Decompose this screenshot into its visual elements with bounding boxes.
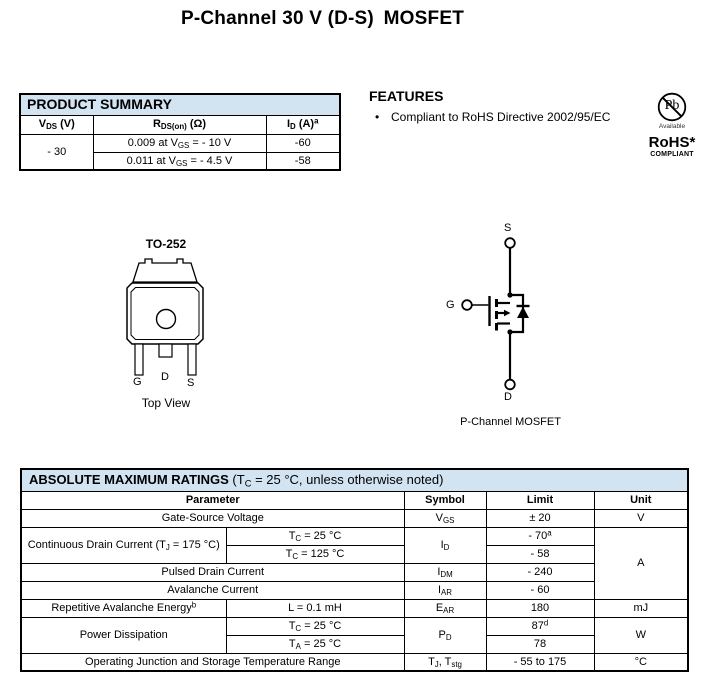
page-title: P-Channel 30 V (D-S) MOSFET: [180, 8, 465, 29]
pin-label-g: G: [133, 376, 142, 388]
terminal-drain: [505, 380, 515, 390]
cell-limit: - 60: [486, 581, 594, 599]
mosfet-symbol: [440, 237, 585, 392]
cell-condition: $T_C = 25$ °C: [226, 527, 404, 545]
cell-unit: A: [594, 527, 688, 599]
table-row: [21, 563, 688, 581]
cell-symbol: $I_D$: [404, 527, 486, 563]
pin-label-s: S: [187, 377, 195, 389]
cell-limit: ± 20: [486, 509, 594, 527]
col-header-parameter: Parameter: [21, 491, 404, 509]
cell-limit: 78: [486, 635, 594, 653]
cell-parameter: Repetitive Avalanche Energy$^b$: [21, 599, 226, 617]
features-heading: FEATURES: [369, 88, 444, 104]
abs-max-title: [21, 469, 688, 491]
table-row: [21, 617, 688, 635]
rohs-label: RoHS*: [648, 134, 696, 151]
cell-parameter: Power Dissipation: [21, 617, 226, 653]
terminal-source: [505, 238, 515, 248]
cell-unit: °C: [594, 653, 688, 671]
terminal-gate: [462, 300, 472, 310]
col-header-vds: $V_{DS}$ (V): [20, 115, 93, 134]
cell-symbol: $P_D$: [404, 617, 486, 653]
abs-max-header-row: [21, 491, 688, 509]
table-row: [21, 527, 688, 545]
cell-id-value: -60: [266, 134, 340, 152]
col-header-unit: Unit: [594, 491, 688, 509]
absolute-maximum-ratings-table: [20, 468, 689, 672]
cell-symbol: $T_J$, $T_{stg}$: [404, 653, 486, 671]
available-label: Available: [658, 123, 686, 130]
table-row: [21, 599, 688, 617]
cell-condition: $T_C = 125$ °C: [226, 545, 404, 563]
cell-limit: - 70$^a$: [486, 527, 594, 545]
product-summary-header-row: [20, 115, 340, 134]
cell-limit: - 240: [486, 563, 594, 581]
pb-free-icon: [657, 92, 687, 122]
cell-unit: mJ: [594, 599, 688, 617]
cell-rdson-value: 0.009 at $V_{GS}$ = - 10 V: [93, 134, 266, 152]
body-arrow: [504, 310, 511, 316]
product-summary-title: PRODUCT SUMMARY: [20, 94, 340, 115]
features-section: [369, 88, 610, 124]
abs-max-title-condition: ($T_C = 25$ °C, unless otherwise noted): [228, 472, 444, 489]
cell-unit: V: [594, 509, 688, 527]
cell-symbol: $I_{AR}$: [404, 581, 486, 599]
diode-triangle: [517, 307, 529, 318]
table-row: [20, 134, 340, 152]
lead-source: [188, 344, 196, 375]
package-drawing: [118, 254, 218, 379]
abs-max-titlebar: [21, 469, 688, 491]
cell-parameter: Gate-Source Voltage: [21, 509, 404, 527]
product-summary-titlebar: [20, 94, 340, 115]
cell-symbol: $E_{AR}$: [404, 599, 486, 617]
pb-label: Pb: [664, 98, 680, 113]
feature-text: Compliant to RoHS Directive 2002/95/EC: [391, 110, 611, 124]
cell-parameter: Operating Junction and Storage Temperature Range: [21, 653, 404, 671]
package-caption: Top View: [141, 396, 191, 410]
cell-unit: W: [594, 617, 688, 653]
package-tab: [133, 259, 197, 282]
table-row: [21, 509, 688, 527]
cell-limit: - 58: [486, 545, 594, 563]
cell-parameter: Continuous Drain Current ($T_J = 175$ °C): [21, 527, 226, 563]
schematic-caption: P-Channel MOSFET: [460, 416, 561, 428]
cell-limit: 87$^d$: [486, 617, 594, 635]
cell-condition: L = 0.1 mH: [226, 599, 404, 617]
col-header-id: $I_D$ $(A)^a$: [266, 115, 340, 134]
cell-condition: $T_A = 25$ °C: [226, 635, 404, 653]
table-row: [21, 653, 688, 671]
product-summary-table: [19, 93, 341, 171]
package-name: TO-252: [145, 237, 187, 251]
cell-id-value: -58: [266, 152, 340, 170]
cell-rdson-value: 0.011 at $V_{GS}$ = - 4.5 V: [93, 152, 266, 170]
col-header-symbol: Symbol: [404, 491, 486, 509]
col-header-rdson: $R_{DS(on)}$ (Ω): [93, 115, 266, 134]
lead-drain: [159, 344, 172, 357]
cell-symbol: $V_{GS}$: [404, 509, 486, 527]
schematic-pin-s: S: [504, 222, 512, 234]
cell-condition: $T_C = 25$ °C: [226, 617, 404, 635]
package-hole: [157, 310, 176, 329]
cell-limit: - 55 to 175: [486, 653, 594, 671]
schematic-pin-g: G: [446, 299, 455, 311]
cell-limit: 180: [486, 599, 594, 617]
compliant-label: COMPLIANT: [650, 151, 694, 158]
pin-label-d: D: [161, 371, 169, 383]
rohs-badge: [645, 92, 699, 158]
table-row: [21, 581, 688, 599]
cell-symbol: $I_{DM}$: [404, 563, 486, 581]
abs-max-title-main: ABSOLUTE MAXIMUM RATINGS: [29, 472, 229, 488]
schematic-pin-d: D: [504, 391, 512, 403]
cell-parameter: Avalanche Current: [21, 581, 404, 599]
list-item: [369, 110, 610, 124]
bullet-icon: •: [375, 110, 380, 124]
cell-parameter: Pulsed Drain Current: [21, 563, 404, 581]
cell-vds-value: - 30: [20, 134, 93, 170]
col-header-limit: Limit: [486, 491, 594, 509]
lead-gate: [135, 344, 143, 375]
